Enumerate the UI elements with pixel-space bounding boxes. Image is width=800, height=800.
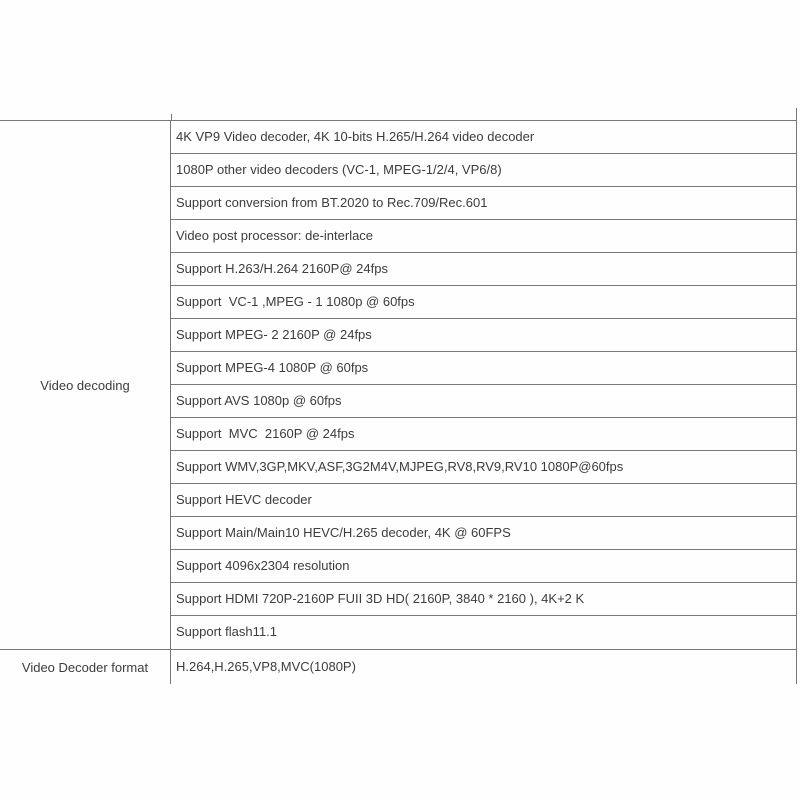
section-video-decoder-format (0, 650, 797, 684)
spec-row: Support HEVC decoder (171, 484, 796, 517)
spec-row: Support Main/Main10 HEVC/H.265 decoder, 4K @ 60FPS (171, 517, 796, 550)
spec-row: Support 4096x2304 resolution (171, 550, 796, 583)
spec-row: Support H.263/H.264 2160P@ 24fps (171, 253, 796, 286)
spec-row: Support flash11.1 (176, 624, 277, 639)
spec-row: Support MVC 2160P @ 24fps (171, 418, 796, 451)
spec-row: Support MPEG- 2 2160P @ 24fps (171, 319, 796, 352)
spec-row: Support AVS 1080p @ 60fps (171, 385, 796, 418)
decoder-format-rows (171, 650, 797, 684)
spec-row: Support MPEG-4 1080P @ 60fps (171, 352, 796, 385)
spec-row: H.264,H.265,VP8,MVC(1080P) (176, 659, 356, 674)
spec-row: Support HDMI 720P-2160P FUII 3D HD( 2160P, 3840 * 2160 ), 4K+2 K (171, 583, 796, 616)
row-label-video-decoder-format: Video Decoder format (0, 650, 171, 684)
spec-row: Support conversion from BT.2020 to Rec.709/Rec.601 (171, 187, 796, 220)
spec-row: 1080P other video decoders (VC-1, MPEG-1/2/4, VP6/8) (171, 154, 796, 187)
spec-table (0, 120, 797, 684)
column-divider-overhang (171, 114, 172, 120)
row-label-video-decoding: Video decoding (0, 121, 171, 649)
section-video-decoding (0, 120, 797, 650)
spec-row: Support WMV,3GP,MKV,ASF,3G2M4V,MJPEG,RV8,RV9,RV10 1080P@60fps (171, 451, 796, 484)
spec-row: Support VC-1 ,MPEG - 1 1080p @ 60fps (171, 286, 796, 319)
spec-row: 4K VP9 Video decoder, 4K 10-bits H.265/H.264 video decoder (171, 121, 796, 154)
right-border-overhang (796, 108, 797, 120)
spec-row: Video post processor: de-interlace (171, 220, 796, 253)
video-decoding-rows (171, 121, 797, 649)
